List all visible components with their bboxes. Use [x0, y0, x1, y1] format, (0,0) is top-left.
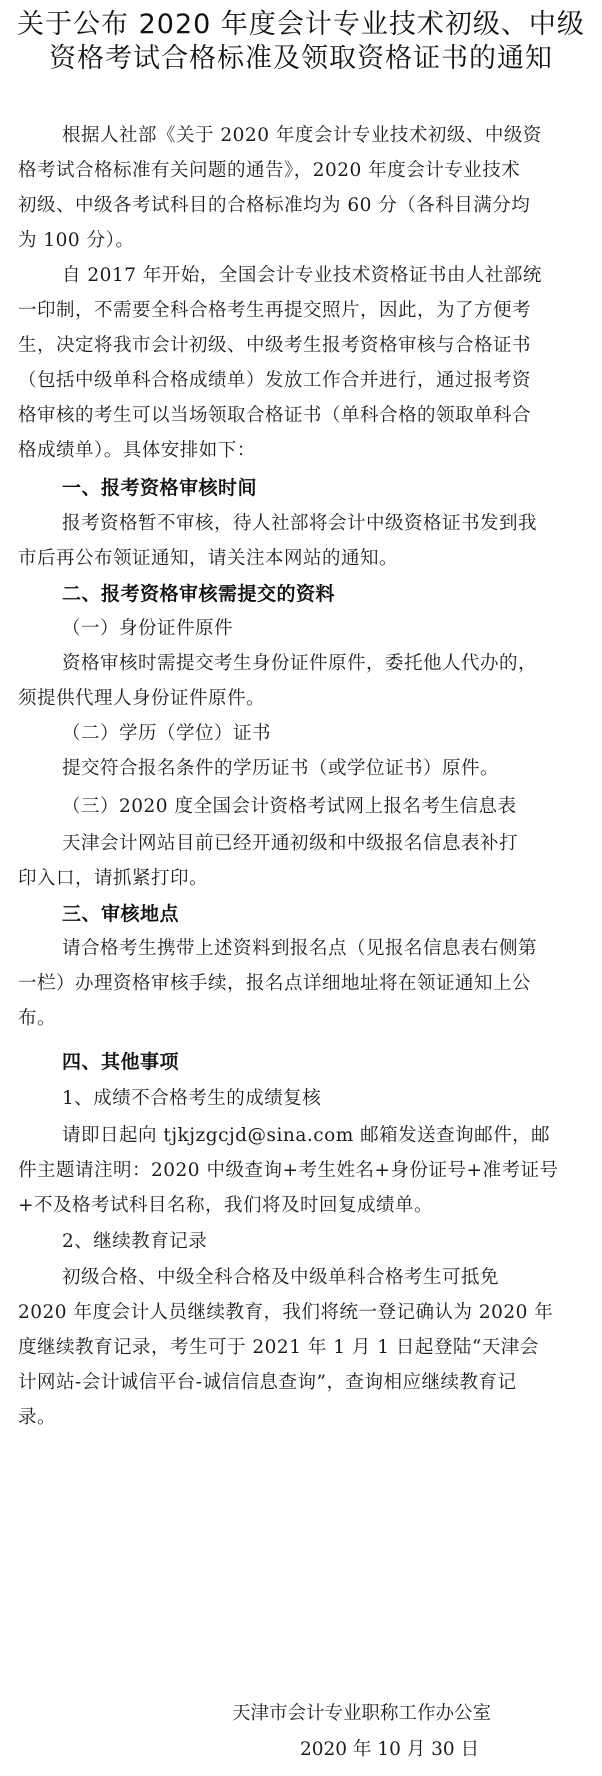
- paragraph-3-line: 市后再公布领证通知，请关注本网站的通知。: [18, 548, 399, 569]
- subsection-1: （一）身份证件原件: [62, 618, 234, 639]
- paragraph-2-line: 一印制，不需要全科合格考生再提交照片，因此，为了方便考: [18, 300, 532, 321]
- paragraph-6-line: 印入口，请抓紧打印。: [18, 868, 209, 889]
- paragraph-9-line: 录。: [18, 1407, 57, 1428]
- paragraph-2-line: 生，决定将我市会计初级、中级考生报考资格审核与合格证书: [18, 335, 532, 356]
- title-line-1: 关于公布 2020 年度会计专业技术初级、中级: [17, 9, 585, 40]
- paragraph-1-line: 格考试合格标准有关问题的通告》，2020 年度会计专业技术: [18, 160, 521, 181]
- paragraph-4-line: 资格审核时需提交考生身份证件原件，委托他人代办的，: [62, 653, 538, 674]
- paragraph-8-line: 请即日起向 tjkjzgcjd@sina.com 邮箱发送查询邮件，邮: [62, 1125, 551, 1146]
- subsection-2: （二）学历（学位）证书: [62, 723, 272, 744]
- title-line-2: 资格考试合格标准及领取资格证书的通知: [49, 43, 553, 74]
- notice-title: [0, 8, 602, 76]
- paragraph-1-line: 为 100 分）。: [18, 230, 135, 251]
- paragraph-1-line: 初级、中级各考试科目的合格标准均为 60 分（各科目满分均: [18, 195, 531, 216]
- subsection-4: 1、成绩不合格考生的成绩复核: [62, 1088, 322, 1109]
- subsection-3: （三）2020 度全国会计资格考试网上报名考生信息表: [62, 796, 517, 817]
- signature-date: 2020 年 10 月 30 日: [300, 1739, 480, 1760]
- paragraph-2-line: 格审核的考生可以当场领取合格证书（单科合格的领取单科合: [18, 405, 532, 426]
- paragraph-7-line: 布。: [18, 1008, 57, 1029]
- paragraph-8-line: 件主题请注明：2020 中级查询+考生姓名+身份证号+准考证号: [18, 1160, 559, 1181]
- section-heading-2: 二、报考资格审核需提交的资料: [62, 583, 336, 605]
- paragraph-3-line: 报考资格暂不审核，待人社部将会计中级资格证书发到我: [62, 513, 538, 534]
- paragraph-8-line: +不及格考试科目名称，我们将及时回复成绩单。: [18, 1195, 434, 1216]
- paragraph-7-line: 一栏）办理资格审核手续，报名点详细地址将在领证通知上公: [18, 973, 532, 994]
- paragraph-2-line: 格成绩单）。具体安排如下：: [18, 440, 256, 461]
- paragraph-9-line: 2020 年度会计人员继续教育，我们将统一登记确认为 2020 年: [18, 1302, 554, 1323]
- paragraph-1-line: 根据人社部《关于 2020 年度会计专业技术初级、中级资: [62, 125, 542, 146]
- paragraph-5: 提交符合报名条件的学历证书（或学位证书）原件。: [62, 758, 500, 779]
- section-heading-3: 三、审核地点: [62, 903, 180, 925]
- section-heading-1: 一、报考资格审核时间: [62, 477, 258, 499]
- paragraph-2-line: 自 2017 年开始，全国会计专业技术资格证书由人社部统: [62, 265, 542, 286]
- paragraph-9-line: 初级合格、中级全科合格及中级单科合格考生可抵免: [62, 1267, 500, 1288]
- paragraph-7-line: 请合格考生携带上述资料到报名点（见报名信息表右侧第: [62, 938, 538, 959]
- signature-organization: 天津市会计专业职称工作办公室: [232, 1703, 492, 1724]
- paragraph-2-line: （包括中级单科合格成绩单）发放工作合并进行，通过报考资: [18, 370, 532, 391]
- paragraph-4-line: 须提供代理人身份证件原件。: [18, 688, 266, 709]
- paragraph-9-line: 计网站-会计诚信平台-诚信信息查询”，查询相应继续教育记: [18, 1372, 517, 1393]
- paragraph-9-line: 度继续教育记录，考生可于 2021 年 1 月 1 日起登陆“天津会: [18, 1337, 539, 1358]
- paragraph-6-line: 天津会计网站目前已经开通初级和中级报名信息表补打: [62, 833, 519, 854]
- section-heading-4: 四、其他事项: [62, 1051, 180, 1073]
- subsection-5: 2、继续教育记录: [62, 1231, 208, 1252]
